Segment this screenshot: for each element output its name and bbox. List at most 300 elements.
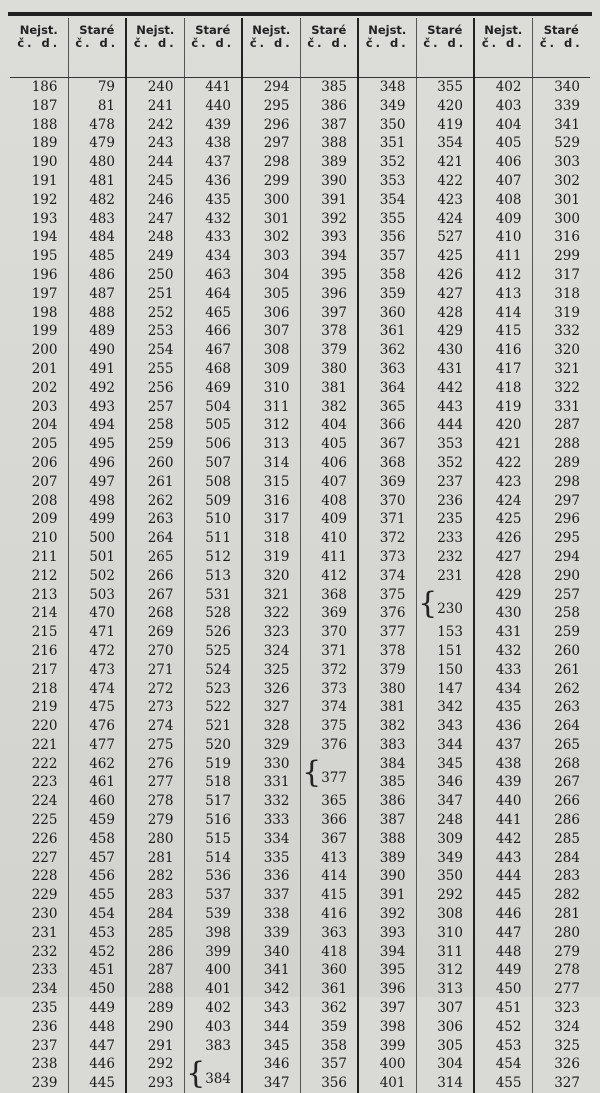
table-cell: 420 [416,97,474,116]
table-row [10,285,590,304]
table-cell: 312 [242,416,300,435]
column-header-title: Staré [427,23,462,37]
table-cell: 346 [416,773,474,792]
table-cell: 500 [68,529,126,548]
table-row [10,398,590,417]
table-cell: 267 [126,586,184,605]
table-cell: 397 [300,304,358,323]
table-cell: 537 [184,886,242,905]
table-cell: 353 [358,172,416,191]
table-cell: 414 [300,867,358,886]
table-cell: 308 [242,341,300,360]
table-row [10,266,590,285]
table-cell: 317 [532,266,590,285]
table-cell: 375 [300,717,358,736]
table-cell: 405 [474,134,532,153]
table-cell: 418 [474,379,532,398]
table-cell: 258 [126,416,184,435]
table-cell: 524 [184,661,242,680]
table-cell: 409 [474,210,532,229]
table-cell: 437 [184,153,242,172]
column-header-title: Staré [79,23,114,37]
table-cell: 480 [68,153,126,172]
table-row [10,134,590,153]
table-cell: 458 [68,830,126,849]
table-cell: 317 [242,510,300,529]
table-row [10,886,590,905]
table-cell: 474 [68,680,126,699]
table-cell: 380 [358,680,416,699]
table-cell: 284 [126,905,184,924]
table-cell: 419 [416,116,474,135]
table-cell: 390 [300,172,358,191]
table-cell: 231 [10,924,68,943]
table-cell: 274 [126,717,184,736]
table-cell: 434 [474,680,532,699]
table-cell: 307 [416,999,474,1018]
table-cell: 340 [242,943,300,962]
table-cell: 387 [358,811,416,830]
table-cell: 513 [184,567,242,586]
column-header [532,18,590,78]
table-cell: 214 [10,604,68,623]
table-cell: 462 [68,755,126,774]
table-cell: 448 [474,943,532,962]
table-cell: 531 [184,586,242,605]
table-cell: 311 [242,398,300,417]
table-cell: 438 [474,755,532,774]
table-cell: 344 [416,736,474,755]
table-cell: 347 [242,1074,300,1093]
table-cell: 399 [184,943,242,962]
table-row [10,191,590,210]
table-cell: 511 [184,529,242,548]
table-row [10,792,590,811]
table-cell: 217 [10,661,68,680]
table-cell: 406 [474,153,532,172]
table-cell: 499 [68,510,126,529]
table-cell: 232 [10,943,68,962]
table-cell: 490 [68,341,126,360]
table-cell: 359 [300,1018,358,1037]
column-header-subtitle: č. d. [11,37,67,50]
table-cell: 385 [358,773,416,792]
table-cell: 498 [68,492,126,511]
table-cell: 466 [184,322,242,341]
table-cell: 510 [184,510,242,529]
table-cell: 286 [532,811,590,830]
table-cell: 445 [474,886,532,905]
table-cell: 322 [532,379,590,398]
table-cell: 427 [474,548,532,567]
table-cell: 263 [532,698,590,717]
table-cell: 309 [242,360,300,379]
table-cell: 454 [474,1055,532,1074]
column-header-title: Nejst. [484,23,522,37]
table-row [10,153,590,172]
table-cell: 265 [126,548,184,567]
table-cell: 414 [474,304,532,323]
table-cell: 505 [184,416,242,435]
table-cell: 301 [242,210,300,229]
table-cell: 343 [416,717,474,736]
table-cell: 484 [68,228,126,247]
table-cell: 151 [416,642,474,661]
table-cell: 486 [68,266,126,285]
table-cell: 262 [532,680,590,699]
table-cell: 356 [300,1074,358,1093]
table-cell: 313 [242,435,300,454]
table-cell: 420 [474,416,532,435]
table-cell: 408 [300,492,358,511]
table-cell: 459 [68,811,126,830]
table-cell: 327 [242,698,300,717]
table-cell: 244 [126,153,184,172]
table-cell: 442 [474,830,532,849]
table-cell: 319 [532,304,590,323]
table-cell: 536 [184,867,242,886]
table-cell: 335 [242,849,300,868]
table-cell: 374 [358,567,416,586]
table-cell: 306 [242,304,300,323]
table-cell: 325 [532,1037,590,1056]
table-cell: 271 [126,661,184,680]
table-cell: 457 [68,849,126,868]
column-header-subtitle: č. d. [244,37,299,50]
table-cell: 352 [416,454,474,473]
table-cell: 327 [532,1074,590,1093]
table-row [10,529,590,548]
table-cell: 328 [242,717,300,736]
table-cell: 344 [242,1018,300,1037]
column-header [416,18,474,78]
column-header [242,18,300,78]
table-row [10,548,590,567]
table-cell: 300 [242,191,300,210]
table-cell: 243 [126,134,184,153]
table-cell: 467 [184,341,242,360]
table-cell: 194 [10,228,68,247]
table-cell: 267 [532,773,590,792]
table-cell: 289 [126,999,184,1018]
table-cell: 428 [416,304,474,323]
table-cell: 236 [10,1018,68,1037]
table-cell: 447 [474,924,532,943]
table-cell: 259 [126,435,184,454]
table-cell: 282 [532,886,590,905]
table-cell: 384 [358,755,416,774]
table-cell: 251 [126,285,184,304]
table-cell: 81 [68,97,126,116]
table-cell: 339 [532,97,590,116]
table-cell: 428 [474,567,532,586]
table-cell: 345 [242,1037,300,1056]
table-cell: 470 [68,604,126,623]
table-cell: 258 [532,604,590,623]
table-cell: 412 [474,266,532,285]
table-cell: 255 [126,360,184,379]
table-cell: 221 [10,736,68,755]
table-cell: 350 [358,116,416,135]
table-row [10,980,590,999]
table-cell: 256 [126,379,184,398]
table-cell: 380 [300,360,358,379]
table-cell: 299 [242,172,300,191]
table-cell: 378 [300,322,358,341]
table-cell: 443 [416,398,474,417]
table-cell: 329 [242,736,300,755]
table-cell: 489 [68,322,126,341]
table-row [10,341,590,360]
table-cell: 371 [358,510,416,529]
table-cell: 354 [358,191,416,210]
table-cell: 264 [126,529,184,548]
table-row [10,604,590,623]
table-cell: 389 [300,153,358,172]
table-row [10,473,590,492]
table-cell: 448 [68,1018,126,1037]
table-cell: 425 [416,247,474,266]
table-cell: 382 [300,398,358,417]
table-cell: 297 [242,134,300,153]
table-cell: 461 [68,773,126,792]
table-cell: 488 [68,304,126,323]
table-row [10,999,590,1018]
table-cell: 353 [416,435,474,454]
table-cell: 433 [184,228,242,247]
table-cell: 452 [68,943,126,962]
table-cell: 248 [416,811,474,830]
table-cell: 523 [184,680,242,699]
table-cell: 362 [300,999,358,1018]
brace-glyph: { [302,755,321,790]
table-cell: 440 [474,792,532,811]
table-cell: 356 [358,228,416,247]
table-cell: 442 [416,379,474,398]
table-cell: 370 [358,492,416,511]
table-cell: 424 [416,210,474,229]
table-cell: 485 [68,247,126,266]
table-cell: 326 [532,1055,590,1074]
table-cell: 290 [532,567,590,586]
table-cell: 195 [10,247,68,266]
table-cell: 208 [10,492,68,511]
table-cell [300,755,358,793]
table-cell: 321 [532,360,590,379]
table-cell: 421 [474,435,532,454]
table-cell: 228 [10,867,68,886]
table-cell: 227 [10,849,68,868]
table-cell: 263 [126,510,184,529]
table-cell: 295 [242,97,300,116]
table-cell: 479 [68,134,126,153]
table-cell: 381 [300,379,358,398]
table-cell: 477 [68,736,126,755]
table-cell: 512 [184,548,242,567]
table-cell: 303 [532,153,590,172]
table-cell: 515 [184,830,242,849]
table-cell: 196 [10,266,68,285]
table-cell: 239 [10,1074,68,1093]
table-cell: 352 [358,153,416,172]
table-cell: 305 [242,285,300,304]
table-cell: 370 [300,623,358,642]
table-cell: 279 [126,811,184,830]
header-row [10,18,590,78]
table-cell: 423 [416,191,474,210]
table-cell: 349 [416,849,474,868]
table-cell: 415 [474,322,532,341]
table-cell: 435 [184,191,242,210]
table-cell: 205 [10,435,68,454]
table-cell: 250 [126,266,184,285]
column-header-subtitle: č. d. [418,37,473,50]
table-cell: 229 [10,886,68,905]
table-cell: 385 [300,78,358,97]
table-cell: 204 [10,416,68,435]
table-cell: 372 [300,661,358,680]
column-header-title: Staré [195,23,230,37]
table-cell: 294 [532,548,590,567]
table-cell: 296 [532,510,590,529]
table-row [10,78,590,97]
table-cell: 381 [358,698,416,717]
table-cell: 497 [68,473,126,492]
column-header [126,18,184,78]
table-cell: 232 [416,548,474,567]
column-header-subtitle: č. d. [302,37,357,50]
table-cell: 398 [184,924,242,943]
table-cell: 265 [532,736,590,755]
table-cell: 192 [10,191,68,210]
table-cell: 365 [300,792,358,811]
table-cell: 529 [532,134,590,153]
table-cell: 203 [10,398,68,417]
table-row [10,97,590,116]
table-cell: 463 [184,266,242,285]
table-cell: 269 [126,623,184,642]
table-cell: 260 [532,642,590,661]
table-cell: 496 [68,454,126,473]
table-cell: 392 [358,905,416,924]
table-cell: 318 [242,529,300,548]
table-cell: 387 [300,116,358,135]
table-cell: 237 [416,473,474,492]
table-cell: 305 [416,1037,474,1056]
table-cell: 319 [242,548,300,567]
table-cell: 283 [532,867,590,886]
table-row [10,755,590,774]
table-cell: 341 [242,961,300,980]
table-row [10,811,590,830]
table-cell: 453 [68,924,126,943]
table-cell: 298 [532,473,590,492]
table-cell: 331 [532,398,590,417]
table-cell: 426 [474,529,532,548]
table-cell: 413 [474,285,532,304]
table-cell: 383 [184,1037,242,1056]
table-cell: 403 [474,97,532,116]
table-cell: 306 [416,1018,474,1037]
table-cell: 506 [184,435,242,454]
table-cell: 153 [416,623,474,642]
table-cell: 342 [416,698,474,717]
table-cell: 260 [126,454,184,473]
table-cell: 268 [532,755,590,774]
table-cell: 326 [242,680,300,699]
table-cell: 472 [68,642,126,661]
table-cell: 409 [300,510,358,529]
column-header-subtitle: č. d. [128,37,183,50]
table-cell: 209 [10,510,68,529]
table-cell: 471 [68,623,126,642]
table-cell: 350 [416,867,474,886]
table-cell: 373 [300,680,358,699]
table-cell: 365 [358,398,416,417]
table-cell: 253 [126,322,184,341]
brace-glyph: { [418,586,437,621]
table-cell: 386 [358,792,416,811]
table-cell: 439 [184,116,242,135]
table-cell: 422 [416,172,474,191]
table-cell: 389 [358,849,416,868]
table-cell: 334 [242,830,300,849]
column-header-title: Nejst. [368,23,406,37]
table-cell: 416 [474,341,532,360]
table-cell: 206 [10,454,68,473]
table-cell: 476 [68,717,126,736]
table-row [10,247,590,266]
table-cell: 276 [126,755,184,774]
cell-value: 377 [321,770,347,786]
table-cell: 399 [358,1037,416,1056]
table-cell: 394 [358,943,416,962]
table-row [10,360,590,379]
table-cell: 419 [474,398,532,417]
table-cell: 526 [184,623,242,642]
table-cell: 279 [532,943,590,962]
table-cell: 416 [300,905,358,924]
table-cell: 355 [358,210,416,229]
table-row [10,586,590,605]
table-cell: 376 [358,604,416,623]
table-cell: 430 [474,604,532,623]
table-cell: 355 [416,78,474,97]
table-cell: 332 [532,322,590,341]
table-cell: 332 [242,792,300,811]
table-cell: 337 [242,886,300,905]
table-cell: 338 [242,905,300,924]
table-cell: 388 [358,830,416,849]
table-cell: 517 [184,792,242,811]
table-row [10,867,590,886]
table-cell: 292 [126,1055,184,1074]
table-cell: 400 [184,961,242,980]
table-cell: 449 [68,999,126,1018]
table-cell: 392 [300,210,358,229]
table-cell: 235 [10,999,68,1018]
table-cell: 367 [358,435,416,454]
table-cell: 359 [358,285,416,304]
column-header-title: Nejst. [136,23,174,37]
table-cell: 432 [474,642,532,661]
table-cell: 301 [532,191,590,210]
table-cell: 264 [532,717,590,736]
table-cell: 363 [300,924,358,943]
table-cell: 456 [68,867,126,886]
table-cell: 211 [10,548,68,567]
table-cell: 300 [532,210,590,229]
